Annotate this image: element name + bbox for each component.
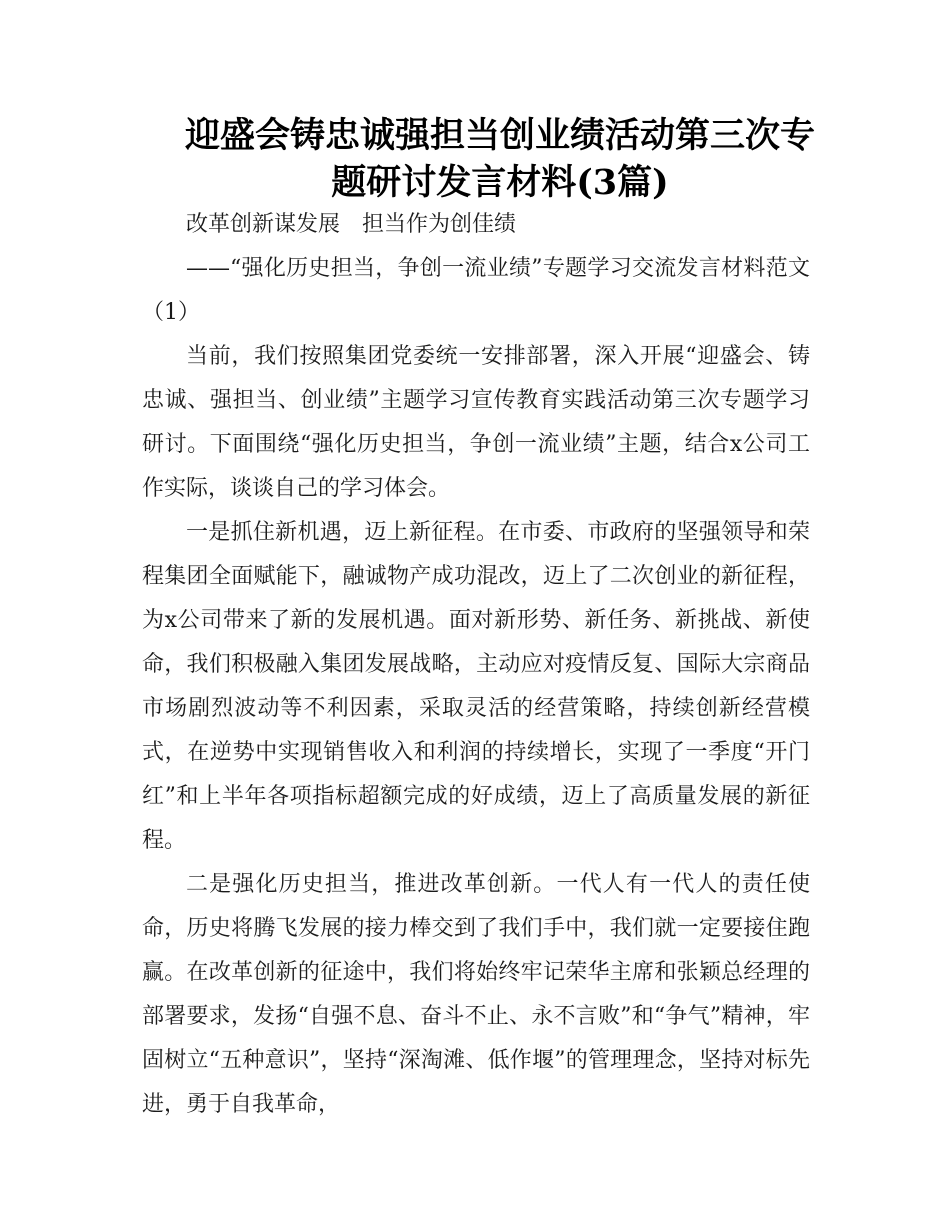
intro-line: ——“强化历史担当，争创一流业绩”专题学习交流发言材料范文（1） xyxy=(142,256,810,325)
paragraph-2: 一是抓住新机遇，迈上新征程。在市委、市政府的坚强领导和荣程集团全面赋能下，融诚物产成功混改，迈上了二次创业的新征程，为x公司带来了新的发展机遇。面对新形势、新任务、新挑战、新使命，我们积极融入集团发展战略，主动应对疫情反复、国际大宗商品市场剧烈波动等不利因素，采取灵活的经营策略，持续创新经营模式，在逆势中实现销售收入和利润的持续增长，实现了一季度“开门红”和上半年各项指标超额完成的好成绩，迈上了高质量发展的新征程。 xyxy=(142,520,810,853)
title-line-2: 题研讨发言材料(3篇) xyxy=(331,162,669,203)
paragraph-3: 二是强化历史担当，推进改革创新。一代人有一代人的责任使命，历史将腾飞发展的接力棒交到了我们手中，我们就一定要接住跑赢。在改革创新的征途中，我们将始终牢记荣华主席和张颖总经理的部署要求，发扬“自强不息、奋斗不止、永不言败”和“争气”精神，牢固树立“五种意识”，坚持“深淘滩、低作堰”的管理理念，坚持对标先进，勇于自我革命， xyxy=(142,872,810,1117)
title-line-1: 迎盛会铸忠诚强担当创业绩活动第三次专 xyxy=(184,115,815,156)
document-title xyxy=(150,112,850,206)
paragraph-1: 当前，我们按照集团党委统一安排部署，深入开展“迎盛会、铸忠诚、强担当、创业绩”主题学习宣传教育实践活动第三次专题学习研讨。下面围绕“强化历史担当，争创一流业绩”主题，结合x公司工作实际，谈谈自己的学习体会。 xyxy=(142,344,810,501)
subtitle: 改革创新谋发展 担当作为创佳绩 xyxy=(186,212,517,237)
document-body xyxy=(142,203,810,1127)
